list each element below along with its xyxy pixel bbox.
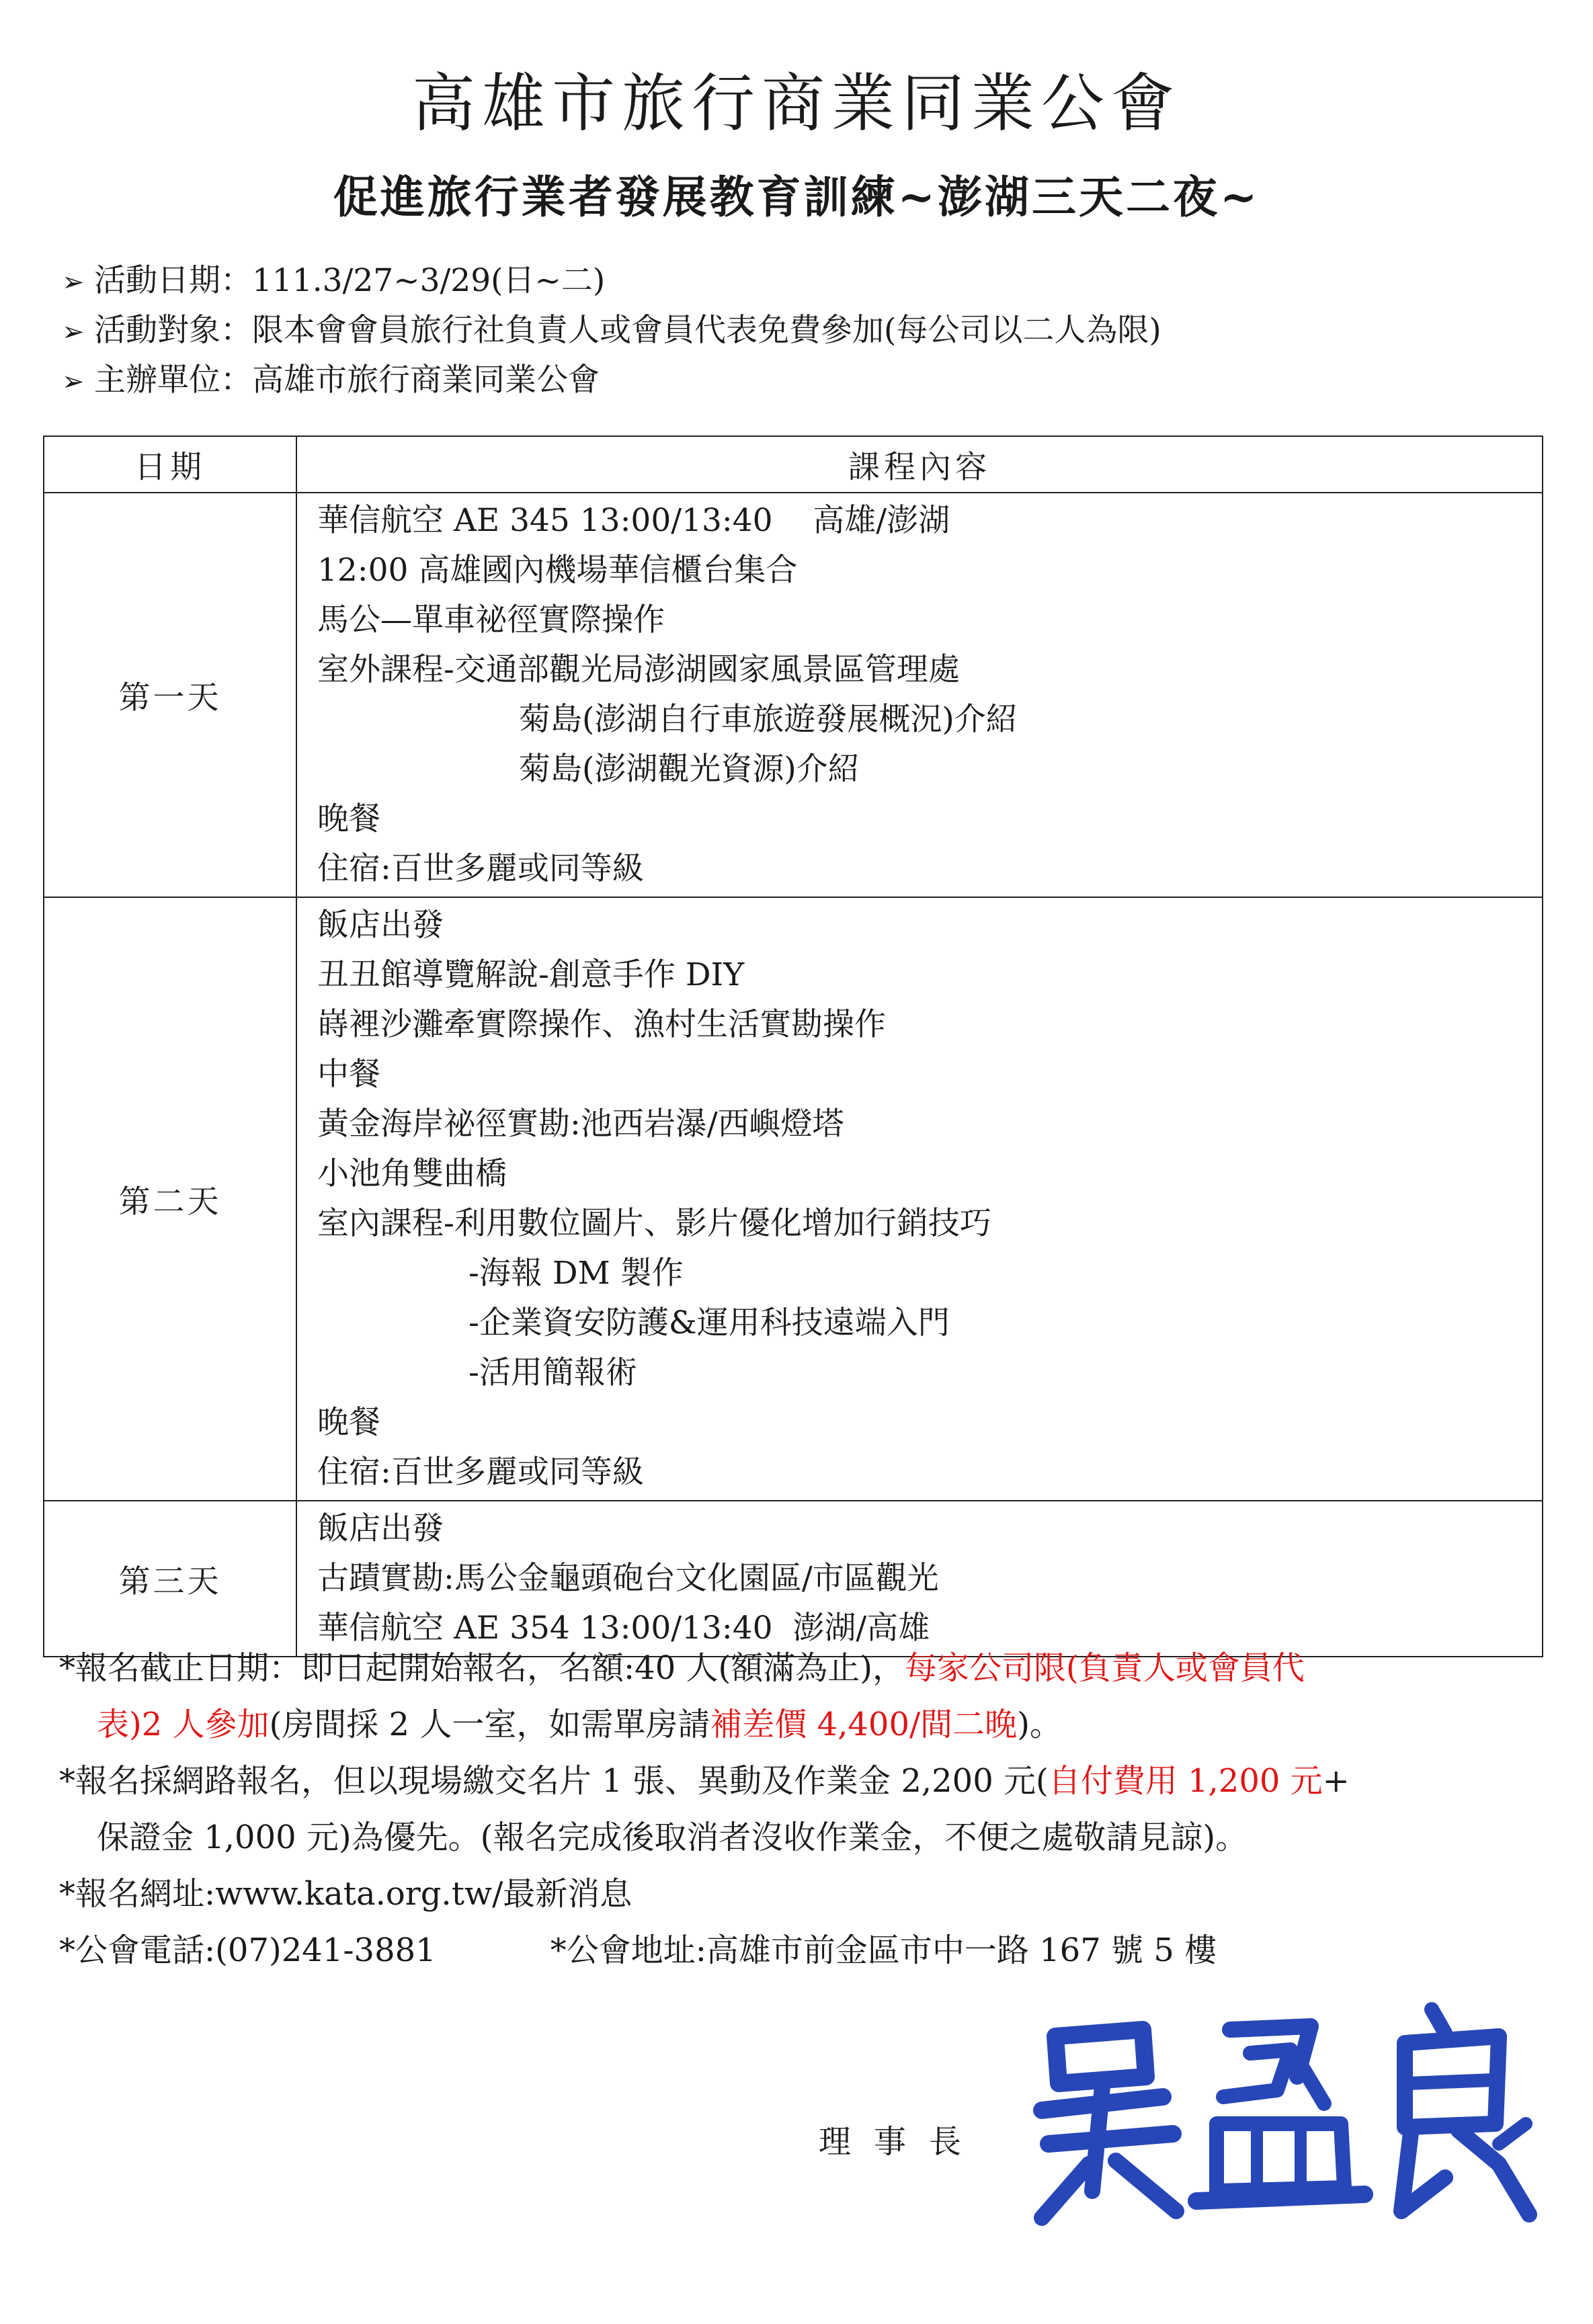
content-line: -企業資安防護&運用科技遠端入門 [468,1304,950,1341]
note-text: *報名截止日期：即日起開始報名，名額:40 人(額滿為止)， [59,1649,905,1687]
info-organizer-text: 主辦單位：高雄市旅行商業同業公會 [94,362,600,399]
content-line: -活用簡報術 [468,1354,637,1391]
note-deadline-cont [59,1696,1565,1753]
day-label: 第一天 [44,493,296,897]
note-phone: *公會電話:(07)241-3881 [59,1932,436,1969]
schedule-row-day3 [44,1501,1543,1657]
content-line: 住宿:百世多麗或同等級 [317,850,644,887]
content-line: 住宿:百世多麗或同等級 [317,1454,644,1491]
note-online-registration-cont: 保證金 1,000 元)為優先。(報名完成後取消者沒收作業金，不便之處敬請見諒)。 [97,1819,1248,1856]
day-label: 第二天 [44,897,296,1501]
arrow-bullet-icon: ➢ [62,366,85,397]
note-text: (房間採 2 人一室，如需單房請 [269,1706,710,1743]
content-line: 室外課程-交通部觀光局澎湖國家風景區管理處 [317,651,960,688]
content-line: 飯店出發 [317,907,444,944]
arrow-bullet-icon: ➢ [62,267,85,298]
signer-title: 理事長 [819,2123,985,2161]
note-address: *公會地址:高雄市前金區市中一路 167 號 5 樓 [550,1932,1217,1969]
arrow-bullet-icon: ➢ [62,317,85,347]
schedule-row-day2 [44,897,1543,1501]
info-audience [62,306,1161,356]
info-organizer [62,356,1161,406]
note-text: + [1322,1762,1350,1800]
note-contact [59,1922,1565,1979]
note-online-registration [59,1753,1565,1809]
content-line: -海報 DM 製作 [468,1255,684,1292]
event-info [62,257,1161,406]
content-line: 12:00 高雄國內機場華信櫃台集合 [317,552,798,589]
note-highlight: 每家公司限(負責人或會員代 [904,1649,1305,1687]
day-content [296,1501,1543,1657]
info-date-text: 活動日期：111.3/27~3/29(日~二) [94,262,606,299]
content-line: 華信航空 AE 345 13:00/13:40 高雄/澎湖 [317,502,950,539]
note-text: )。 [1017,1706,1062,1743]
content-line: 小池角雙曲橋 [317,1155,507,1192]
content-line: 菊島(澎湖自行車旅遊發展概況)介紹 [519,701,1018,738]
content-line: 馬公—單車祕徑實際操作 [317,601,665,638]
organization-title: 高雄市旅行商業同業公會 [411,67,1181,140]
content-line: 中餐 [317,1056,380,1093]
content-line: 丑丑館導覽解說-創意手作 DIY [317,956,745,993]
header-date: 日期 [44,436,296,493]
content-line: 室內課程-利用數位圖片、影片優化增加行銷技巧 [317,1205,991,1242]
content-line: 菊島(澎湖觀光資源)介紹 [519,751,860,788]
content-line: 晚餐 [317,1404,380,1441]
day-label: 第三天 [44,1501,296,1657]
note-highlight: 補差價 4,400/間二晚 [710,1706,1018,1743]
note-website: *報名網址:www.kata.org.tw/最新消息 [59,1875,632,1913]
header-content: 課程內容 [296,436,1543,493]
content-line: 古蹟實勘:馬公金龜頭砲台文化園區/市區觀光 [317,1560,939,1597]
content-line: 黃金海岸祕徑實勘:池西岩瀑/西嶼燈塔 [317,1106,844,1143]
day-content [296,897,1543,1501]
content-line: 華信航空 AE 354 13:00/13:40 澎湖/高雄 [317,1610,930,1647]
content-line: 嵵裡沙灘牽實際操作、漁村生活實勘操作 [317,1006,886,1043]
info-audience-text: 活動對象：限本會會員旅行社負責人或會員代表免費參加(每公司以二人為限) [94,312,1161,349]
note-text: *報名採網路報名，但以現場繳交名片 1 張、異動及作業金 2,200 元( [59,1762,1049,1800]
schedule-header-row [44,436,1543,493]
note-highlight: 自付費用 1,200 元 [1048,1762,1323,1800]
info-date [62,257,1161,306]
content-line: 飯店出發 [317,1510,444,1547]
event-subtitle: 促進旅行業者發展教育訓練~澎湖三天二夜~ [333,171,1260,223]
day-content [296,493,1543,897]
content-line: 晚餐 [317,800,380,837]
handwritten-signature [1028,1996,1539,2238]
registration-notes [59,1640,1565,1979]
note-deadline [59,1640,1565,1696]
note-highlight: 表)2 人參加 [97,1706,270,1743]
schedule-row-day1 [44,493,1543,897]
schedule-table [43,435,1543,1657]
